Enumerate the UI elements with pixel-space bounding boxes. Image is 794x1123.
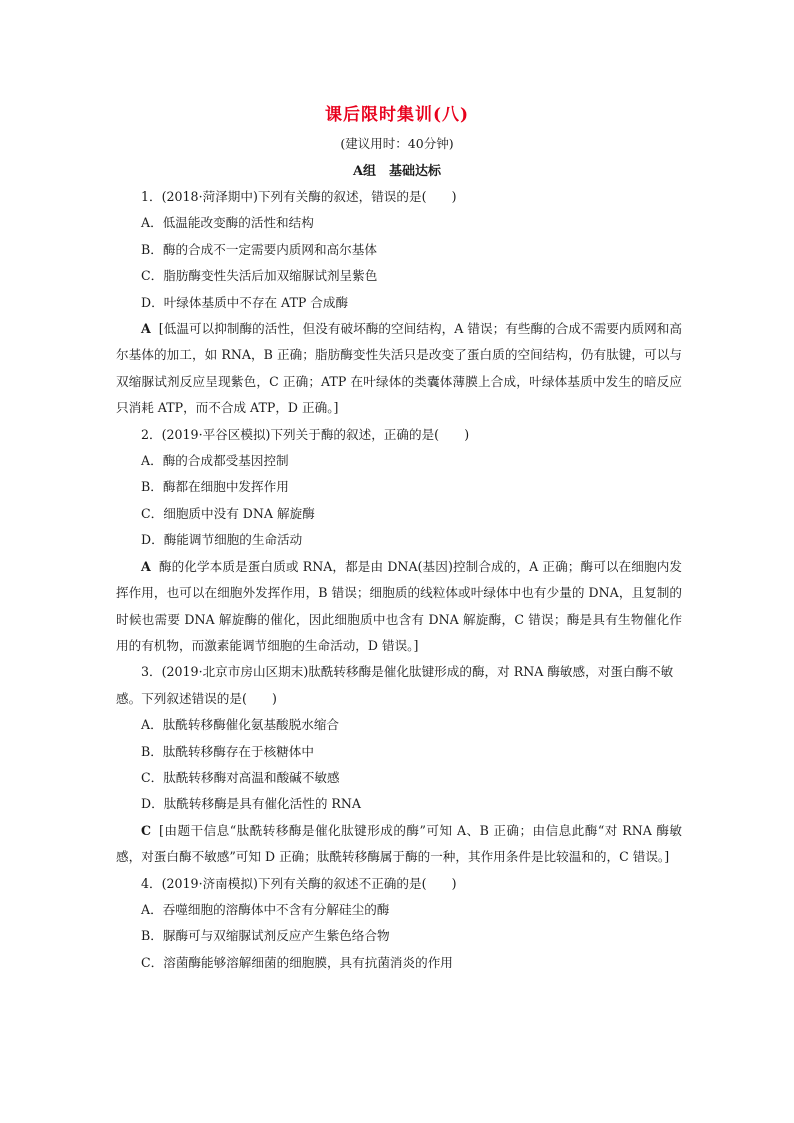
answer-letter: C xyxy=(141,822,152,838)
page-title: 课后限时集训(八) xyxy=(324,105,470,125)
question-stem: 3．(2019·北京市房山区期末)肽酰转移酶是催化肽键形成的酶，对 RNA 酶敏感，对蛋白酶不敏感。下列叙述错误的是( ) xyxy=(116,664,674,706)
question-option: B．酶都在细胞中发挥作用 xyxy=(141,479,289,495)
question-option: C．脂肪酶变性失活后加双缩脲试剂呈紫色 xyxy=(141,268,378,284)
questions-content xyxy=(116,184,682,976)
question-option: D．肽酰转移酶是具有催化活性的 RNA xyxy=(141,796,362,812)
question-stem: 2．(2019·平谷区模拟)下列关于酶的叙述，正确的是( ) xyxy=(141,426,470,442)
question-option: C．肽酰转移酶对高温和酸碱不敏感 xyxy=(141,769,340,785)
question-option: B．肽酰转移酶存在于核糖体中 xyxy=(141,743,314,759)
question-option: A．酶的合成都受基因控制 xyxy=(141,453,289,469)
answer-text: [由题干信息“肽酰转移酶是催化肽键形成的酶”可知 A、B 正确；由信息此酶“对 RNA 酶敏感，对蛋白酶不敏感”可知 D 正确；肽酰转移酶属于酶的一种，其作用条件是比较温和的，C 错误。] xyxy=(116,822,682,865)
answer-explanation xyxy=(116,316,682,422)
answer-text: 酶的化学本质是蛋白质或 RNA，都是由 DNA(基因)控制合成的，A 正确；酶可以在细胞内发挥作用，也可以在细胞外发挥作用，B 错误；细胞质的线粒体或叶绿体中也有少量的 DNA，且复制的时候也需要 DNA 解旋酶的催化，因此细胞质中也含有 DNA 解旋酶，C 错误；酶是具有生物催化作用的有机物，而激素能调节细胞的生命活动，D 错误。] xyxy=(116,558,682,653)
answer-letter: A xyxy=(141,558,151,574)
question-option: D．叶绿体基质中不存在 ATP 合成酶 xyxy=(141,294,349,310)
question-option: C．细胞质中没有 DNA 解旋酶 xyxy=(141,505,315,521)
question-option: C．溶菌酶能够溶解细菌的细胞膜，具有抗菌消炎的作用 xyxy=(141,954,453,970)
group-heading: A组 基础达标 xyxy=(352,164,442,179)
question-option: B．酶的合成不一定需要内质网和高尔基体 xyxy=(141,241,377,257)
question-option: A．肽酰转移酶催化氨基酸脱水缩合 xyxy=(141,717,340,733)
question-option: A．吞噬细胞的溶酶体中不含有分解硅尘的酶 xyxy=(141,901,390,917)
question-option: D．酶能调节细胞的生命活动 xyxy=(141,532,303,548)
question-stem: 4．(2019·济南模拟)下列有关酶的叙述不正确的是( ) xyxy=(141,875,457,891)
answer-letter: A xyxy=(141,321,151,337)
question-option: B．脲酶可与双缩脲试剂反应产生紫色络合物 xyxy=(141,928,390,944)
question-option: A．低温能改变酶的活性和结构 xyxy=(141,215,314,231)
answer-explanation xyxy=(116,818,682,871)
answer-text: [低温可以抑制酶的活性，但没有破坏酶的空间结构，A 错误；有些酶的合成不需要内质网和高尔基体的加工，如 RNA，B 正确；脂肪酶变性失活只是改变了蛋白质的空间结构，仍有肽键，可以与双缩脲试剂反应呈现紫色，C 正确；ATP 在叶绿体的类囊体薄膜上合成，叶绿体基质中发生的暗反应只消耗 ATP，而不合成 ATP，D 正确。] xyxy=(116,321,682,416)
question-stem: 1．(2018·菏泽期中)下列有关酶的叙述，错误的是( ) xyxy=(141,189,457,204)
time-suggestion: (建议用时：40分钟) xyxy=(340,136,454,151)
answer-explanation xyxy=(116,554,682,660)
